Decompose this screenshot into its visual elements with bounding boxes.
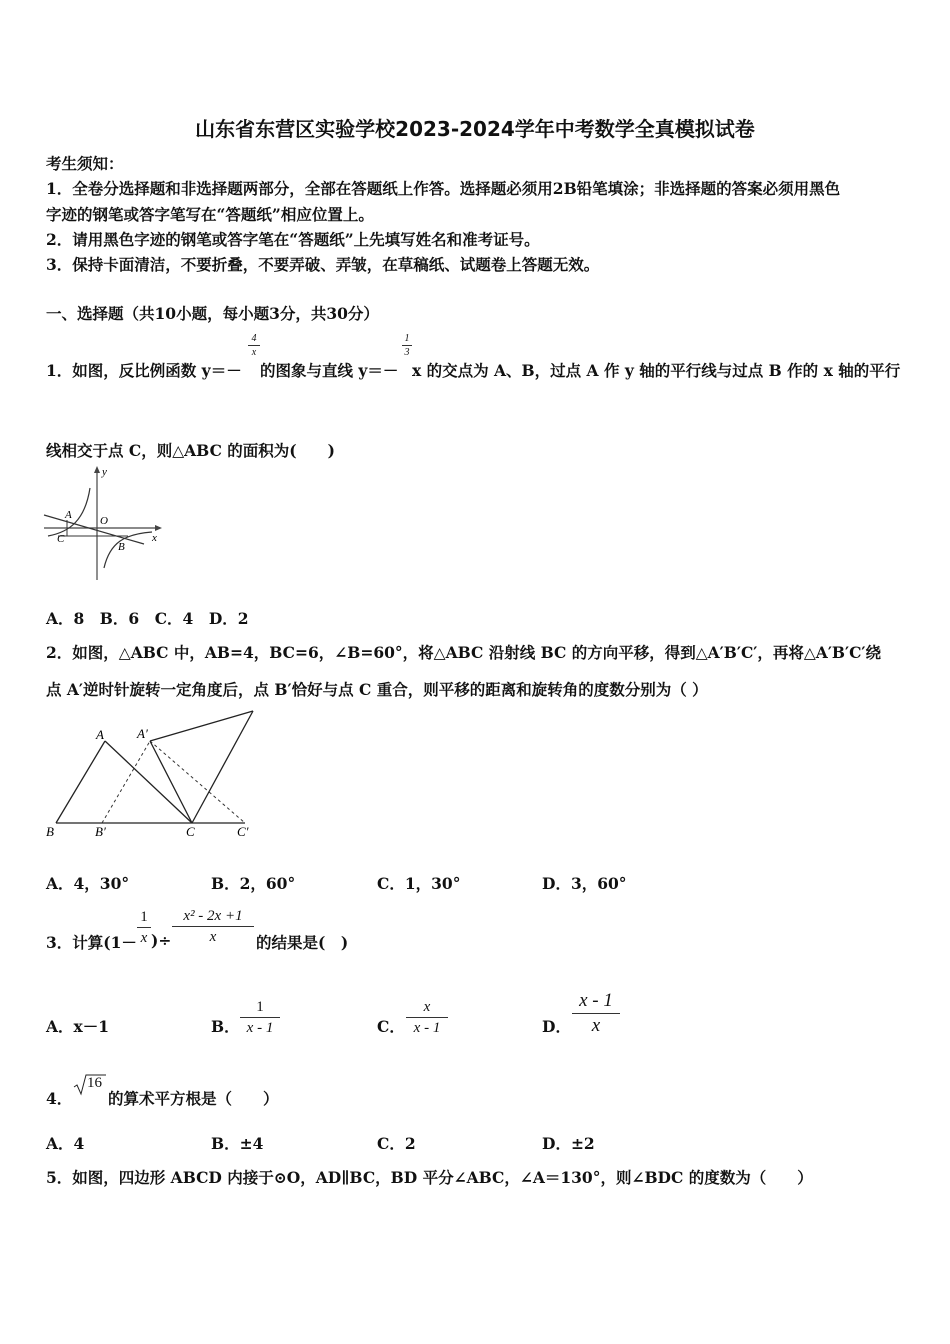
notice-line-1b: 字迹的钢笔或答字笔写在“答题纸”相应位置上。: [46, 205, 374, 224]
q3-optc-num: x: [423, 999, 431, 1015]
q2-option-c: C．1，30°: [377, 874, 461, 893]
q2-side-dc: [192, 711, 253, 823]
q3-f1-den: x: [140, 930, 148, 946]
q5-text: 5．如图，四边形 ABCD 内接于⊙O，AD∥BC，BD 平分∠ABC，∠A＝130°，则∠BDC 的度数为（ ）: [46, 1168, 813, 1187]
q2-label-c1: C′: [237, 824, 249, 839]
q2-option-b: B．2，60°: [211, 874, 296, 893]
q2-figure: [40, 705, 265, 843]
q1-text-part2: 的图象与直线 y＝－: [260, 361, 399, 380]
q3-optb-den: x - 1: [246, 1020, 274, 1036]
q3-optb-bar: [240, 1017, 280, 1018]
q3-option-a: A．x－1: [46, 1017, 110, 1036]
q2-side-a1d: [150, 711, 253, 741]
q3-optb-num: 1: [256, 999, 264, 1015]
q1-fraction-2: [402, 333, 412, 358]
q1-label-b: B: [118, 541, 125, 553]
q1-label-y: y: [102, 466, 107, 478]
q3-optd-num: x - 1: [579, 990, 613, 1011]
q3-f1-num: 1: [140, 909, 148, 925]
q3-option-b-fraction: [240, 998, 280, 1037]
q2-side-ba: [56, 741, 105, 823]
q4-option-c: C．2: [377, 1134, 416, 1153]
q3-suffix: 的结果是( ): [256, 933, 349, 952]
q1-y-arrow: [94, 466, 100, 473]
q2-dashed-b1a1: [102, 741, 150, 823]
q1-x-arrow: [155, 525, 162, 531]
q3-option-c-label: C．: [377, 1017, 405, 1036]
q1-frac2-bar: [402, 345, 412, 346]
q2-text-line1: 2．如图，△ABC 中，AB=4，BC=6，∠B=60°，将△ABC 沿射线 BC 的方向平移，得到△A′B′C′，再将△A′B′C′绕: [46, 643, 882, 662]
q1-text-line2: 线相交于点 C，则△ABC 的面积为( ): [46, 441, 335, 460]
notice-line-2: 2．请用黑色字迹的钢笔或答字笔在“答题纸”上先填写姓名和准考证号。: [46, 230, 540, 249]
q4-text: 的算术平方根是（ ）: [108, 1089, 279, 1108]
q1-frac1-num: 4: [251, 333, 257, 344]
q4-option-d: D．±2: [542, 1134, 595, 1153]
q1-options: A．8 B．6 C．4 D．2: [46, 609, 249, 628]
q3-f1-bar: [137, 927, 151, 928]
page-title: 山东省东营区实验学校2023-2024学年中考数学全真模拟试卷: [195, 117, 755, 141]
q3-fraction-2: [172, 907, 254, 946]
q3-option-d-fraction: [572, 990, 620, 1037]
q1-text-part3: x 的交点为 A、B，过点 A 作 y 轴的平行线与过点 B 作的 x 轴的平行: [412, 361, 901, 380]
q2-label-a1: A′: [137, 726, 148, 741]
q1-frac1-bar: [248, 345, 260, 346]
q3-optd-bar: [572, 1013, 620, 1014]
q1-frac2-num: 1: [404, 333, 410, 344]
q3-f2-den: x: [209, 929, 217, 945]
q4-number: 4．: [46, 1089, 73, 1108]
q1-figure: [40, 462, 165, 584]
q4-radicand: 16: [87, 1075, 102, 1091]
q3-prefix: 3．计算(1－: [46, 933, 137, 952]
q2-dashed-a1c1: [150, 741, 245, 823]
q2-option-d: D．3，60°: [542, 874, 627, 893]
q3-option-d-label: D．: [542, 1017, 571, 1036]
q1-text-part1: 1．如图，反比例函数 y＝－: [46, 361, 242, 380]
q2-label-b1: B′: [95, 824, 106, 839]
q1-label-x: x: [152, 532, 157, 544]
q2-label-a: A: [96, 727, 104, 742]
q3-mid: )÷: [151, 931, 172, 950]
q4-option-b: B．±4: [211, 1134, 264, 1153]
q1-label-o: O: [100, 515, 108, 527]
q1-frac1-den: x: [251, 347, 257, 358]
q2-side-ac: [105, 741, 192, 823]
q3-fraction-1: [137, 908, 151, 947]
q1-fraction-1: [248, 333, 260, 358]
section-heading: 一、选择题（共10小题，每小题3分，共30分）: [46, 304, 379, 323]
q4-option-a: A．4: [46, 1134, 85, 1153]
notice-line-3: 3．保持卡面清洁，不要折叠，不要弄破、弄皱，在草稿纸、试题卷上答题无效。: [46, 255, 600, 274]
q1-label-a: A: [65, 509, 72, 521]
q3-optc-den: x - 1: [413, 1020, 441, 1036]
q3-optd-den: x: [591, 1015, 601, 1036]
q3-option-b-label: B．: [211, 1017, 240, 1036]
q1-frac2-den: 3: [404, 347, 410, 358]
q3-option-c-fraction: [406, 998, 448, 1037]
q1-label-c: C: [57, 533, 65, 545]
q2-option-a: A．4，30°: [46, 874, 130, 893]
q2-text-line2: 点 A′逆时针旋转一定角度后，点 B′恰好与点 C 重合，则平移的距离和旋转角的度数分别为（ ）: [46, 680, 708, 699]
q3-f2-num: x² - 2x +1: [183, 908, 243, 924]
q1-hyperbola-right: [104, 532, 152, 568]
q3-f2-bar: [172, 926, 254, 927]
notice-heading: 考生须知：: [46, 154, 124, 173]
q3-optc-bar: [406, 1017, 448, 1018]
notice-line-1: 1．全卷分选择题和非选择题两部分，全部在答题纸上作答。选择题必须用2B铅笔填涂；非选择题的答案必须用黑色: [46, 179, 841, 198]
q2-side-a1c: [150, 741, 192, 823]
q2-label-c: C: [186, 824, 195, 839]
q2-label-b: B: [46, 824, 54, 839]
